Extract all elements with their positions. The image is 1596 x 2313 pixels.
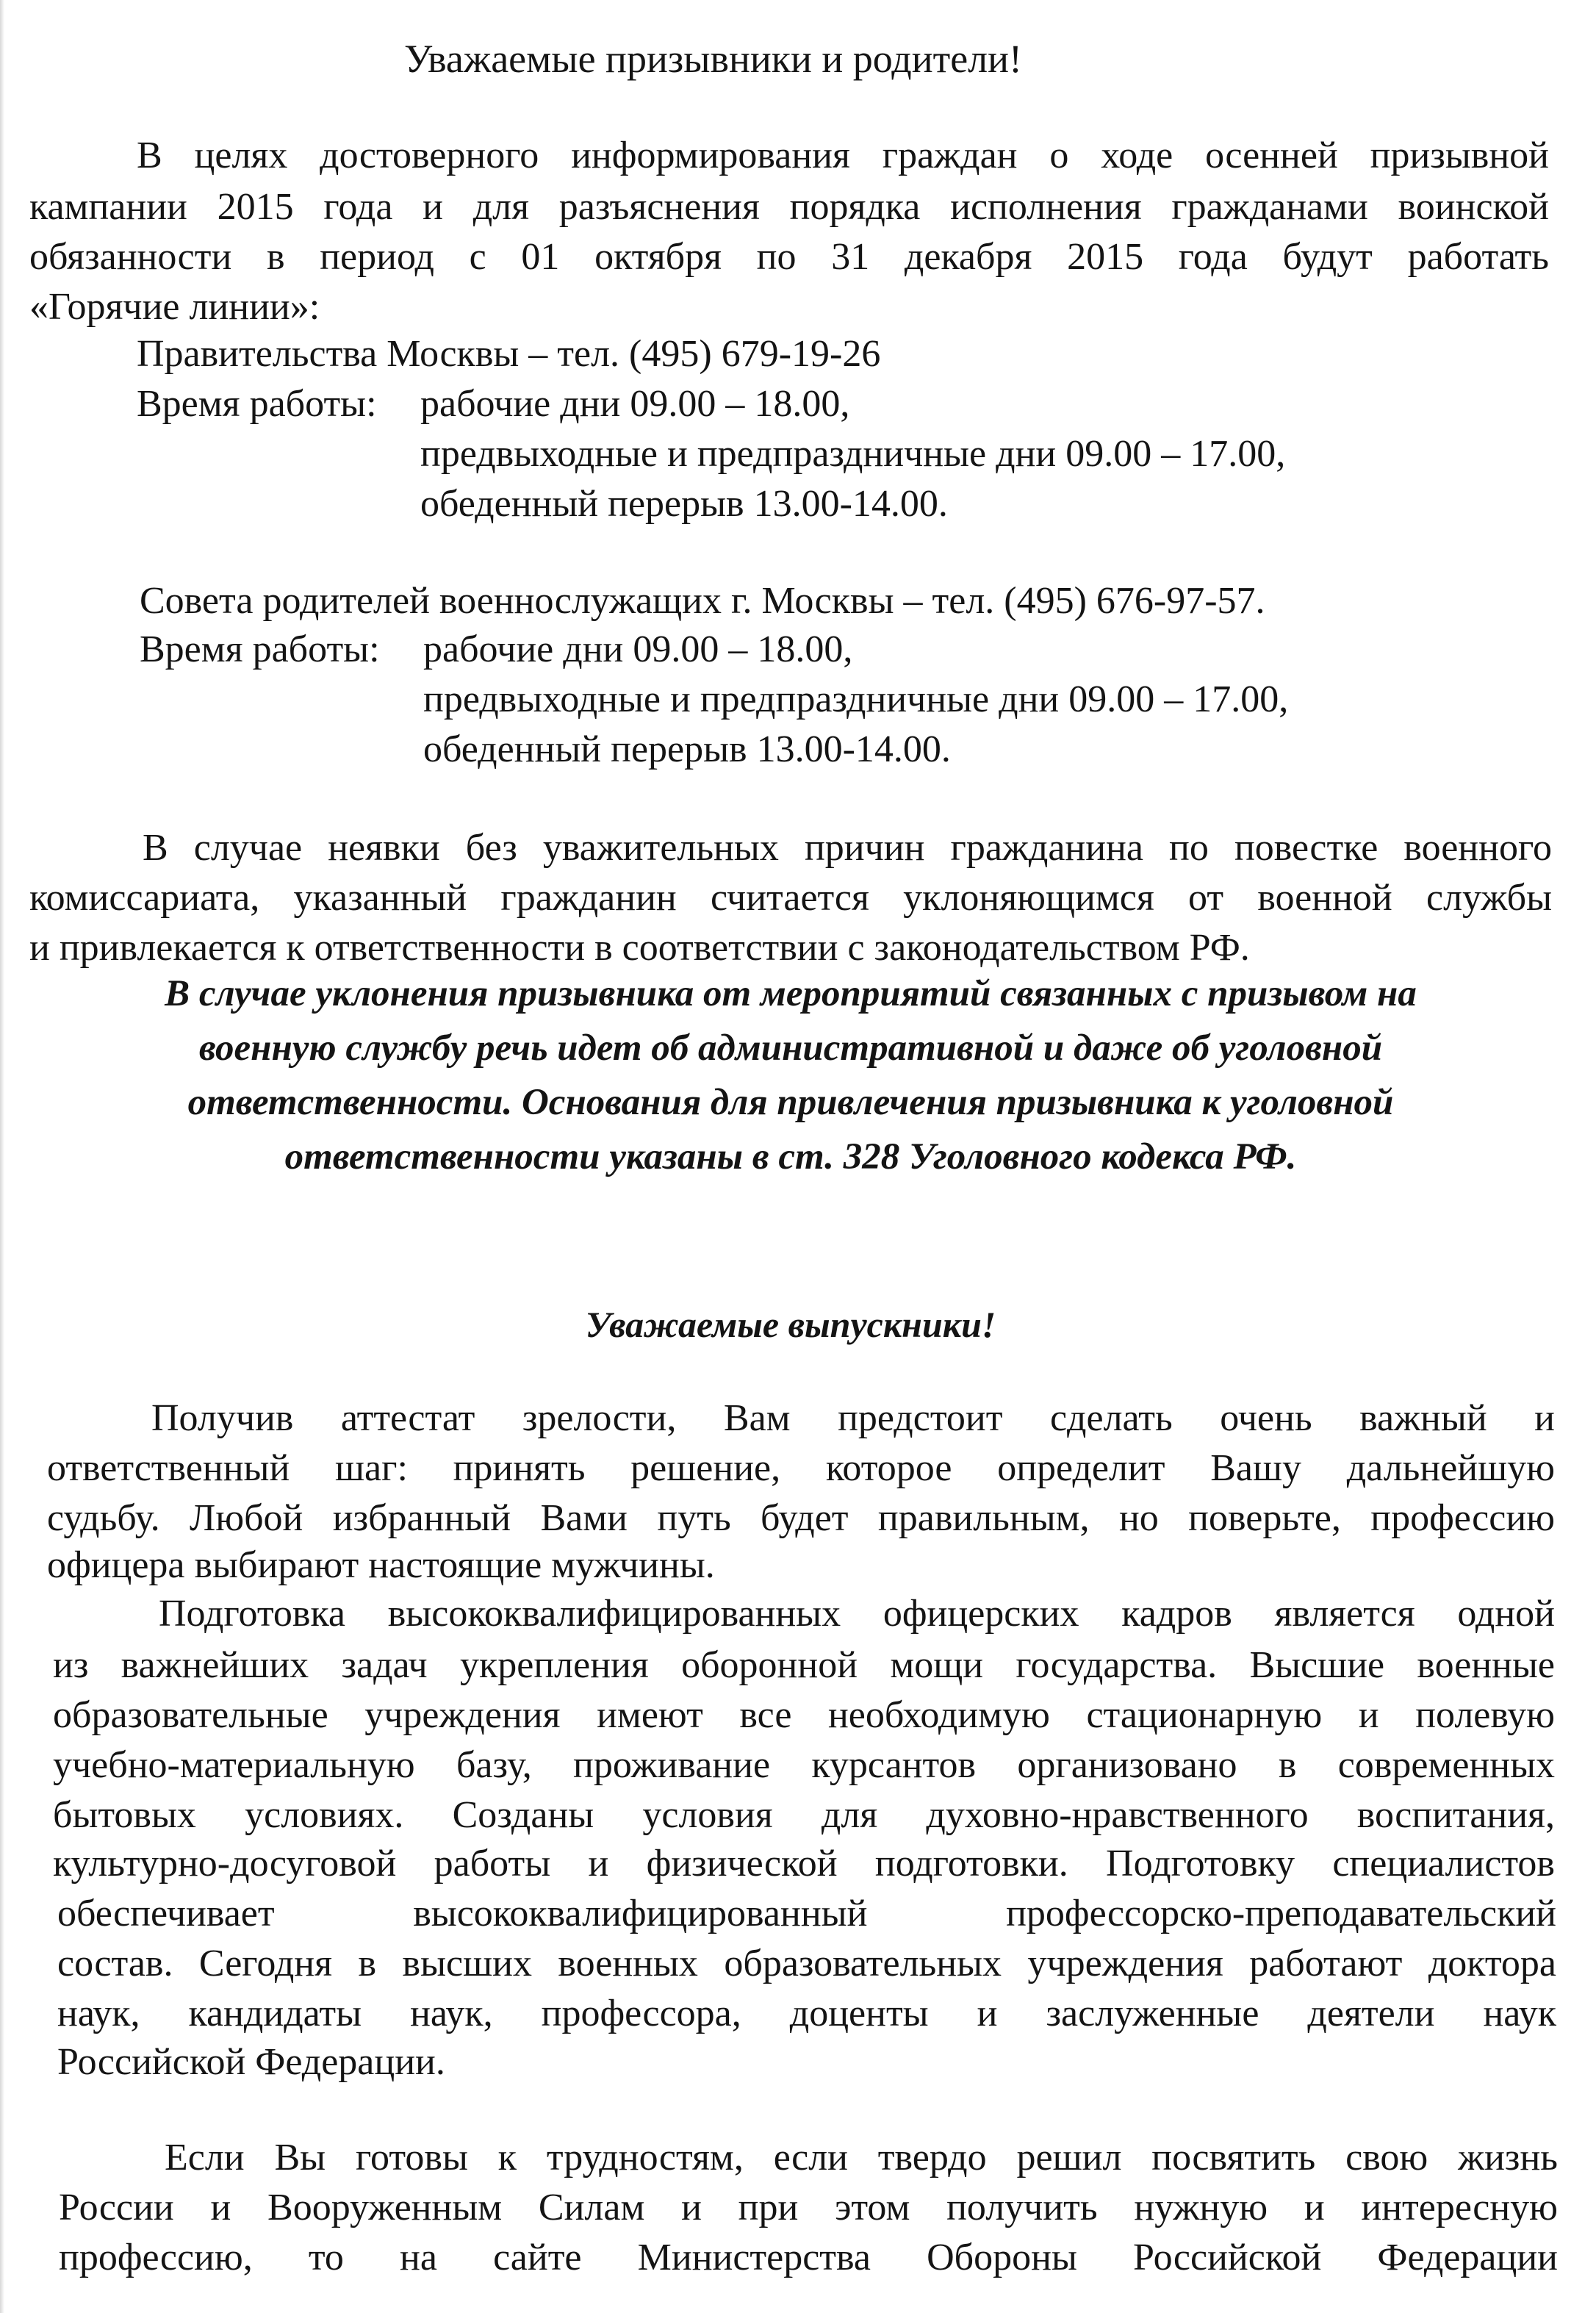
text-line: обеспечивает высококвалифицированный профессорско-преподавательский bbox=[57, 1893, 1556, 1934]
text-line: офицера выбирают настоящие мужчины. bbox=[47, 1544, 715, 1586]
text-line: ответственный шаг: принять решение, которое определит Вашу дальнейшую bbox=[47, 1447, 1555, 1489]
warning-line: военную службу речь идет об административной и даже об уголовной bbox=[198, 1028, 1383, 1069]
text-line: и привлекается к ответственности в соответствии с законодательством РФ. bbox=[29, 927, 1250, 969]
text-line: России и Вооруженным Силам и при этом получить нужную и интересную bbox=[59, 2187, 1558, 2228]
text-line: комиссариата, указанный гражданин считается уклоняющимся от военной службы bbox=[29, 877, 1552, 919]
text-line: В случае неявки без уважительных причин гражданина по повестке военного bbox=[143, 827, 1552, 869]
text-line: наук, кандидаты наук, профессора, доценты и заслуженные деятели наук bbox=[57, 1993, 1556, 2034]
hotline-gov-hours-weekdays: рабочие дни 09.00 – 18.00, bbox=[420, 383, 850, 425]
text-line: Получив аттестат зрелости, Вам предстоит сделать очень важный и bbox=[151, 1397, 1555, 1439]
hotline-council-lunch: обеденный перерыв 13.00-14.00. bbox=[423, 728, 951, 770]
warning-line: ответственности указаны в ст. 328 Уголовного кодекса РФ. bbox=[284, 1136, 1297, 1177]
text-line: образовательные учреждения имеют все необходимую стационарную и полевую bbox=[53, 1694, 1555, 1736]
hotline-council-title: Совета родителей военнослужащих г. Москвы – тел. (495) 676-97-57. bbox=[140, 580, 1265, 622]
scan-edge bbox=[0, 0, 4, 2313]
text-line: «Горячие линии»: bbox=[29, 286, 320, 328]
text-line: Подготовка высококвалифицированных офицерских кадров является одной bbox=[159, 1593, 1555, 1635]
text-line: Если Вы готовы к трудностям, если твердо решил посвятить свою жизнь bbox=[165, 2137, 1558, 2178]
hotline-gov-title: Правительства Москвы – тел. (495) 679-19-26 bbox=[137, 333, 881, 375]
text-line: учебно-материальную базу, проживание курсантов организовано в современных bbox=[53, 1744, 1555, 1786]
hotline-gov-lunch: обеденный перерыв 13.00-14.00. bbox=[420, 483, 948, 525]
text-line: бытовых условиях. Созданы условия для духовно-нравственного воспитания, bbox=[53, 1794, 1555, 1836]
warning-line: ответственности. Основания для привлечения призывника к уголовной bbox=[187, 1082, 1394, 1123]
text-line: обязанности в период с 01 октября по 31 декабря 2015 года будут работать bbox=[29, 236, 1549, 278]
text-line: кампании 2015 года и для разъяснения порядка исполнения гражданами воинской bbox=[29, 186, 1549, 228]
heading-graduates: Уважаемые выпускники! bbox=[585, 1304, 996, 1345]
hotline-council-hours-preholiday: предвыходные и предпраздничные дни 09.00 – 17.00, bbox=[423, 678, 1289, 720]
heading-conscripts: Уважаемые призывники и родители! bbox=[404, 37, 1023, 81]
text-line: судьбу. Любой избранный Вами путь будет правильным, но поверьте, профессию bbox=[47, 1497, 1555, 1539]
warning-line: В случае уклонения призывника от мероприятий связанных с призывом на bbox=[165, 973, 1417, 1014]
hotline-council-hours-weekdays: рабочие дни 09.00 – 18.00, bbox=[423, 628, 853, 670]
text-line: культурно-досуговой работы и физической подготовки. Подготовку специалистов bbox=[53, 1843, 1555, 1885]
hotline-gov-hours-preholiday: предвыходные и предпраздничные дни 09.00 – 17.00, bbox=[420, 433, 1286, 475]
text-line: состав. Сегодня в высших военных образовательных учреждения работают доктора bbox=[57, 1943, 1556, 1984]
text-line: Российской Федерации. bbox=[57, 2041, 445, 2083]
text-line: из важнейших задач укрепления оборонной мощи государства. Высшие военные bbox=[53, 1644, 1555, 1686]
hotline-council-hours-label: Время работы: bbox=[140, 628, 380, 670]
text-line: В целях достоверного информирования граждан о ходе осенней призывной bbox=[137, 135, 1549, 176]
hotline-gov-hours-label: Время работы: bbox=[137, 383, 377, 425]
text-line: профессию, то на сайте Министерства Обороны Российской Федерации bbox=[59, 2237, 1558, 2278]
